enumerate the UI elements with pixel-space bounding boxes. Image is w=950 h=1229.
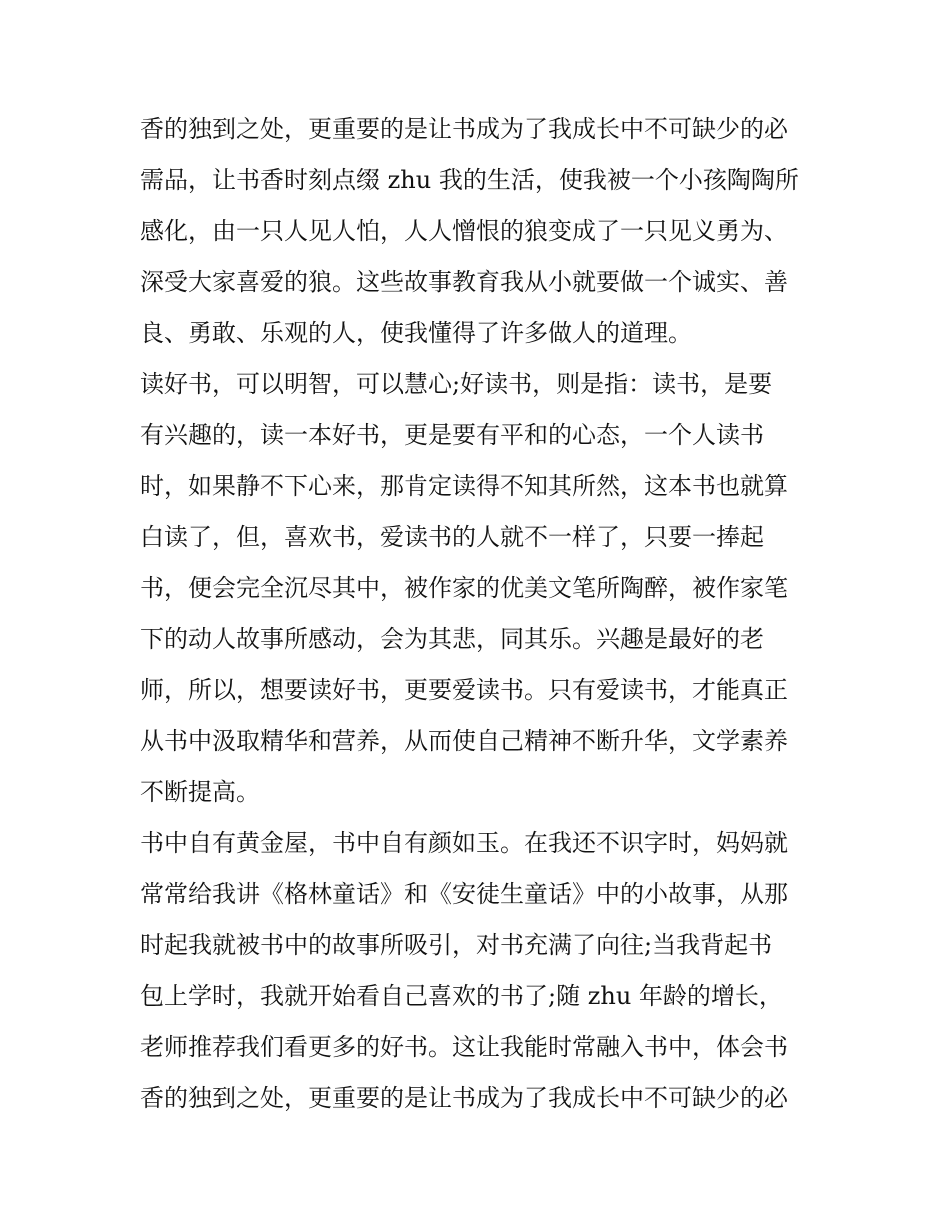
text-line: 白读了，但，喜欢书，爱读书的人就不一样了，只要一捧起 [140, 523, 764, 551]
text-line: 有兴趣的，读一本好书，更是要有平和的心态，一个人读书 [140, 421, 764, 449]
text-line: 从书中汲取精华和营养，从而使自己精神不断升华，文学素养 [140, 727, 788, 755]
text-line: 时，如果静不下心来，那肯定读得不知其所然，这本书也就算 [140, 472, 788, 500]
text-line: 师，所以，想要读好书，更要爱读书。只有爱读书，才能真正 [140, 676, 788, 704]
text-line: 下的动人故事所感动，会为其悲，同其乐。兴趣是最好的老 [140, 625, 764, 653]
text-line: 良、勇敢、乐观的人，使我懂得了许多做人的道理。 [140, 319, 692, 347]
text-line: 香的独到之处，更重要的是让书成为了我成长中不可缺少的必 [140, 115, 788, 143]
text-line: 读好书，可以明智，可以慧心;好读书，则是指：读书，是要 [140, 370, 773, 398]
body-text [140, 104, 830, 1124]
text-line: 包上学时，我就开始看自己喜欢的书了;随 zhu 年龄的增长， [140, 982, 783, 1010]
text-line: 书，便会完全沉尽其中，被作家的优美文笔所陶醉，被作家笔 [140, 574, 788, 602]
text-line: 不断提高。 [140, 778, 260, 806]
text-line: 香的独到之处，更重要的是让书成为了我成长中不可缺少的必 [140, 1084, 788, 1112]
text-line: 需品，让书香时刻点缀 zhu 我的生活，使我被一个小孩陶陶所 [140, 166, 799, 194]
text-line: 书中自有黄金屋，书中自有颜如玉。在我还不识字时，妈妈就 [140, 829, 788, 857]
text-line: 常常给我讲《格林童话》和《安徒生童话》中的小故事，从那 [140, 880, 788, 908]
text-line: 老师推荐我们看更多的好书。这让我能时常融入书中，体会书 [140, 1033, 788, 1061]
text-line: 感化，由一只人见人怕，人人憎恨的狼变成了一只见义勇为、 [140, 217, 788, 245]
text-line: 深受大家喜爱的狼。这些故事教育我从小就要做一个诚实、善 [140, 268, 788, 296]
text-line: 时起我就被书中的故事所吸引，对书充满了向往;当我背起书 [140, 931, 773, 959]
